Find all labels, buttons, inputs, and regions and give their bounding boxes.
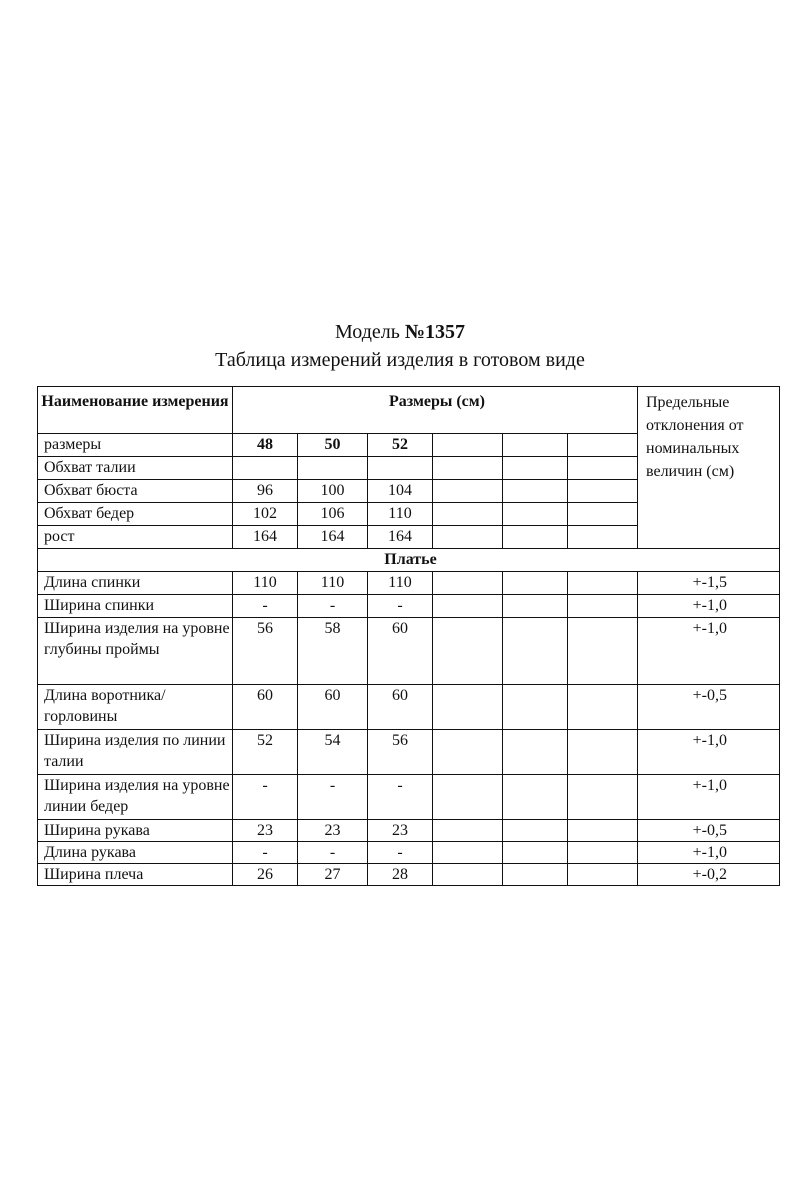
value-cell: 28 <box>368 864 433 886</box>
tolerance-cell: +-1,0 <box>638 730 780 775</box>
empty-cell <box>433 864 503 886</box>
value-cell: 52 <box>233 730 298 775</box>
header-sizes: Размеры (см) <box>233 387 638 434</box>
empty-cell <box>568 595 638 618</box>
value-cell: 164 <box>298 526 368 549</box>
empty-cell <box>568 503 638 526</box>
empty-cell <box>568 775 638 820</box>
value-cell: 102 <box>233 503 298 526</box>
empty-cell <box>503 685 568 730</box>
value-cell: - <box>368 775 433 820</box>
model-title <box>0 318 800 346</box>
empty-cell <box>433 730 503 775</box>
section-row <box>38 549 780 572</box>
value-cell: - <box>233 595 298 618</box>
empty-cell <box>503 842 568 864</box>
value-cell: 23 <box>298 820 368 842</box>
tolerance-cell: +-0,2 <box>638 864 780 886</box>
row-label: Ширина изделия на уровне глубины проймы <box>38 618 233 685</box>
table-row <box>38 618 780 685</box>
section-title: Платье <box>38 549 780 572</box>
model-number: №1357 <box>404 321 465 343</box>
empty-cell <box>503 572 568 595</box>
table-row <box>38 572 780 595</box>
table-row <box>38 864 780 886</box>
document-title <box>0 318 800 374</box>
measurement-table <box>37 386 780 886</box>
table-row <box>38 595 780 618</box>
value-cell: - <box>298 775 368 820</box>
empty-cell <box>433 572 503 595</box>
empty-cell <box>568 434 638 457</box>
empty-cell <box>568 618 638 685</box>
row-label: Ширина изделия на уровне линии бедер <box>38 775 233 820</box>
tolerance-cell: +-1,0 <box>638 618 780 685</box>
value-cell: 110 <box>368 503 433 526</box>
value-cell: 96 <box>233 480 298 503</box>
tolerance-cell: +-0,5 <box>638 820 780 842</box>
empty-cell <box>433 820 503 842</box>
value-cell: 23 <box>233 820 298 842</box>
value-cell: - <box>298 595 368 618</box>
value-cell: 110 <box>233 572 298 595</box>
table-row <box>38 775 780 820</box>
empty-cell <box>433 618 503 685</box>
empty-cell <box>503 730 568 775</box>
value-cell: 56 <box>368 730 433 775</box>
value-cell: 27 <box>298 864 368 886</box>
value-cell <box>298 457 368 480</box>
empty-cell <box>433 526 503 549</box>
row-label: Обхват бюста <box>38 480 233 503</box>
empty-cell <box>503 775 568 820</box>
value-cell: 60 <box>298 685 368 730</box>
tolerance-cell: +-1,5 <box>638 572 780 595</box>
value-cell: 110 <box>368 572 433 595</box>
value-cell: 56 <box>233 618 298 685</box>
empty-cell <box>503 457 568 480</box>
tolerance-cell: +-0,5 <box>638 685 780 730</box>
empty-cell <box>503 595 568 618</box>
size-cell: 52 <box>368 434 433 457</box>
empty-cell <box>568 572 638 595</box>
value-cell: 106 <box>298 503 368 526</box>
table-row <box>38 842 780 864</box>
empty-cell <box>503 618 568 685</box>
value-cell: 54 <box>298 730 368 775</box>
row-label: Обхват талии <box>38 457 233 480</box>
value-cell: 100 <box>298 480 368 503</box>
table-row <box>38 685 780 730</box>
empty-cell <box>568 730 638 775</box>
value-cell: 60 <box>233 685 298 730</box>
row-label: рост <box>38 526 233 549</box>
row-label: Длина воротника/горловины <box>38 685 233 730</box>
model-prefix: Модель <box>335 321 405 343</box>
table-subtitle: Таблица измерений изделия в готовом виде <box>215 349 585 371</box>
empty-cell <box>433 434 503 457</box>
value-cell: 26 <box>233 864 298 886</box>
empty-cell <box>568 457 638 480</box>
table-row <box>38 730 780 775</box>
value-cell: 58 <box>298 618 368 685</box>
value-cell: 23 <box>368 820 433 842</box>
tolerance-cell: +-1,0 <box>638 775 780 820</box>
empty-cell <box>503 503 568 526</box>
row-label: Ширина спинки <box>38 595 233 618</box>
header-row <box>38 387 780 434</box>
row-label: Ширина плеча <box>38 864 233 886</box>
size-cell: 50 <box>298 434 368 457</box>
row-label: Обхват бедер <box>38 503 233 526</box>
value-cell: 104 <box>368 480 433 503</box>
value-cell: 60 <box>368 685 433 730</box>
empty-cell <box>568 864 638 886</box>
row-label: Ширина рукава <box>38 820 233 842</box>
empty-cell <box>568 842 638 864</box>
empty-cell <box>503 864 568 886</box>
value-cell: - <box>233 842 298 864</box>
value-cell: - <box>368 595 433 618</box>
empty-cell <box>503 480 568 503</box>
value-cell: - <box>233 775 298 820</box>
empty-cell <box>433 775 503 820</box>
empty-cell <box>433 685 503 730</box>
row-label: размеры <box>38 434 233 457</box>
row-label: Длина спинки <box>38 572 233 595</box>
value-cell: - <box>298 842 368 864</box>
empty-cell <box>433 480 503 503</box>
size-cell: 48 <box>233 434 298 457</box>
tolerance-cell: +-1,0 <box>638 842 780 864</box>
empty-cell <box>568 526 638 549</box>
empty-cell <box>503 820 568 842</box>
empty-cell <box>503 526 568 549</box>
header-tolerance: Предельные отклонения от номинальных величин (см) <box>638 387 780 549</box>
row-label: Ширина изделия по линии талии <box>38 730 233 775</box>
empty-cell <box>433 457 503 480</box>
empty-cell <box>433 842 503 864</box>
value-cell: - <box>368 842 433 864</box>
value-cell: 110 <box>298 572 368 595</box>
tolerance-cell: +-1,0 <box>638 595 780 618</box>
empty-cell <box>503 434 568 457</box>
empty-cell <box>568 820 638 842</box>
empty-cell <box>433 595 503 618</box>
header-measurement-name: Наименование измерения <box>38 387 233 434</box>
value-cell: 164 <box>368 526 433 549</box>
row-label: Длина рукава <box>38 842 233 864</box>
value-cell: 60 <box>368 618 433 685</box>
table-row <box>38 820 780 842</box>
value-cell <box>233 457 298 480</box>
empty-cell <box>433 503 503 526</box>
empty-cell <box>568 685 638 730</box>
value-cell: 164 <box>233 526 298 549</box>
value-cell <box>368 457 433 480</box>
empty-cell <box>568 480 638 503</box>
